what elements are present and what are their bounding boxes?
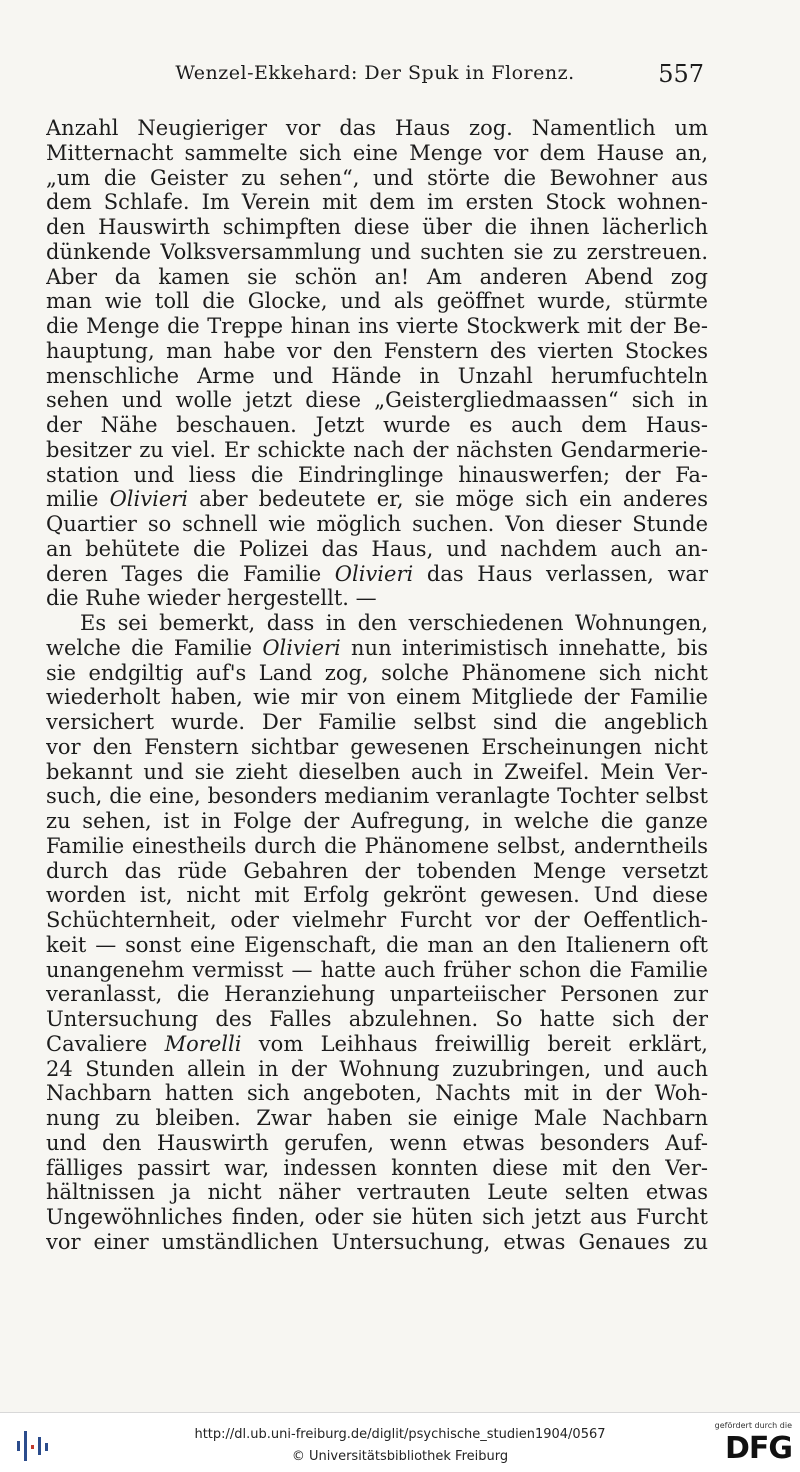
- italic-name: Olivieri: [262, 635, 341, 660]
- text-line: sie endgiltig auf's Land zog, solche Phänomene sich nicht: [46, 660, 708, 685]
- text-line: die Ruhe wieder hergestellt. —: [46, 586, 377, 611]
- text-line: fälliges passirt war, indessen konnten diese mit den Ver-: [46, 1155, 708, 1180]
- viewer-footer: [0, 1412, 800, 1472]
- text-line: Mitternacht sammelte sich eine Menge vor dem Hause an,: [46, 140, 708, 165]
- page-number: 557: [658, 60, 704, 88]
- text-line: unangenehm vermisst — hatte auch früher schon die Familie: [46, 957, 708, 982]
- text-line: Familie einestheils durch die Phänomene selbst, anderntheils: [46, 833, 708, 858]
- text-line: durch das rüde Gebahren der tobenden Menge versetzt: [46, 858, 708, 883]
- text-line: der Nähe beschauen. Jetzt wurde es auch dem Haus-: [46, 413, 708, 437]
- text-line: Nachbarn hatten sich angeboten, Nachts mit in der Woh-: [46, 1081, 708, 1106]
- text-line: keit — sonst eine Eigenschaft, die man an den Italienern oft: [46, 932, 708, 957]
- text-line: Untersuchung des Falles abzulehnen. So hatte sich der: [46, 1007, 708, 1031]
- text-line: besitzer zu viel. Er schickte nach der nächsten Gendarmerie-: [46, 437, 708, 462]
- text-line: dem Schlafe. Im Verein mit dem im ersten Stock wohnen-: [46, 190, 708, 215]
- text-line: Aber da kamen sie schön an! Am anderen Abend zog: [46, 264, 708, 289]
- text-line: vor einer umständlichen Untersuchung, etwas Genaues zu: [46, 1229, 708, 1254]
- text-line: milie Olivieri aber bedeutete er, sie möge sich ein anderes: [46, 487, 708, 512]
- text-line: an behütete die Polizei das Haus, und nachdem auch an-: [46, 536, 708, 561]
- text-line: die Menge die Treppe hinan ins vierte Stockwerk mit der Be-: [46, 314, 708, 338]
- text-line: man wie toll die Glocke, und als geöffnet wurde, stürmte: [46, 289, 708, 314]
- text-line: hauptung, man habe vor den Fenstern des vierten Stockes: [46, 338, 708, 363]
- text-line: Quartier so schnell wie möglich suchen. Von dieser Stunde: [46, 512, 708, 536]
- text-line: nung zu bleiben. Zwar haben sie einige Male Nachbarn: [46, 1106, 708, 1130]
- body-text: [46, 116, 708, 1255]
- text-line: hältnissen ja nicht näher vertrauten Leute selten etwas: [46, 1180, 708, 1205]
- text-line: Anzahl Neugieriger vor das Haus zog. Namentlich um: [46, 116, 708, 140]
- italic-name: Olivieri: [334, 561, 414, 586]
- text-line: und den Hauswirth gerufen, wenn etwas besonders Auf-: [46, 1130, 708, 1155]
- text-line: sehen und wolle jetzt diese „Geistergliedmaassen“ sich in: [46, 388, 708, 413]
- text-line: veranlasst, die Heranziehung unparteiischer Personen zur: [46, 982, 708, 1007]
- text-line: zu sehen, ist in Folge der Aufregung, in welche die ganze: [46, 809, 708, 833]
- text-line: vor den Fenstern sichtbar gewesenen Erscheinungen nicht: [46, 734, 708, 759]
- permalink-url[interactable]: http://dl.ub.uni-freiburg.de/diglit/psychische_studien1904/0567: [194, 1427, 606, 1442]
- text-line: Schüchternheit, oder vielmehr Furcht vor der Oeffentlich-: [46, 908, 708, 932]
- text-line: wiederholt haben, wie mir von einem Mitgliede der Familie: [46, 685, 708, 710]
- text-line: deren Tages die Familie Olivieri das Haus verlassen, war: [46, 561, 708, 586]
- text-line: bekannt und sie zieht dieselben auch in Zweifel. Mein Ver-: [46, 759, 708, 784]
- text-line: versichert wurde. Der Familie selbst sind die angeblich: [46, 710, 708, 734]
- dfg-logo: DFG: [724, 1431, 792, 1466]
- italic-name: Olivieri: [109, 487, 189, 512]
- text-line: Es sei bemerkt, dass in den verschiedenen Wohnungen,: [80, 611, 708, 635]
- text-line: menschliche Arme und Hände in Unzahl herumfuchteln: [46, 363, 708, 388]
- text-line: 24 Stunden allein in der Wohnung zuzubringen, und auch: [46, 1056, 708, 1081]
- dfg-caption: gefördert durch die: [714, 1421, 792, 1430]
- copyright-notice: © Universitätsbibliothek Freiburg: [291, 1449, 509, 1464]
- text-line: worden ist, nicht mit Erfolg gekrönt gewesen. Und diese: [46, 883, 708, 908]
- text-line: station und liess die Eindringlinge hinauswerfen; der Fa-: [46, 462, 708, 487]
- dfg-funding-badge: [704, 1421, 792, 1469]
- text-line: „um die Geister zu sehen“, und störte die Bewohner aus: [46, 165, 708, 190]
- text-line: Cavaliere Morelli vom Leihhaus freiwillig bereit erklärt,: [46, 1031, 708, 1056]
- text-line: den Hauswirth schimpften diese über die ihnen lächerlich: [46, 215, 708, 239]
- running-title: Wenzel-Ekkehard: Der Spuk in Florenz.: [175, 62, 575, 84]
- text-line: Ungewöhnliches finden, oder sie hüten sich jetzt aus Furcht: [46, 1205, 708, 1229]
- running-head: [40, 62, 710, 92]
- italic-name: Morelli: [164, 1031, 242, 1056]
- text-line: welche die Familie Olivieri nun interimistisch innehatte, bis: [46, 635, 708, 660]
- text-line: such, die eine, besonders medianim veranlagte Tochter selbst: [46, 784, 708, 809]
- text-line: dünkende Volksversammlung und suchten sie zu zerstreuen.: [46, 239, 708, 264]
